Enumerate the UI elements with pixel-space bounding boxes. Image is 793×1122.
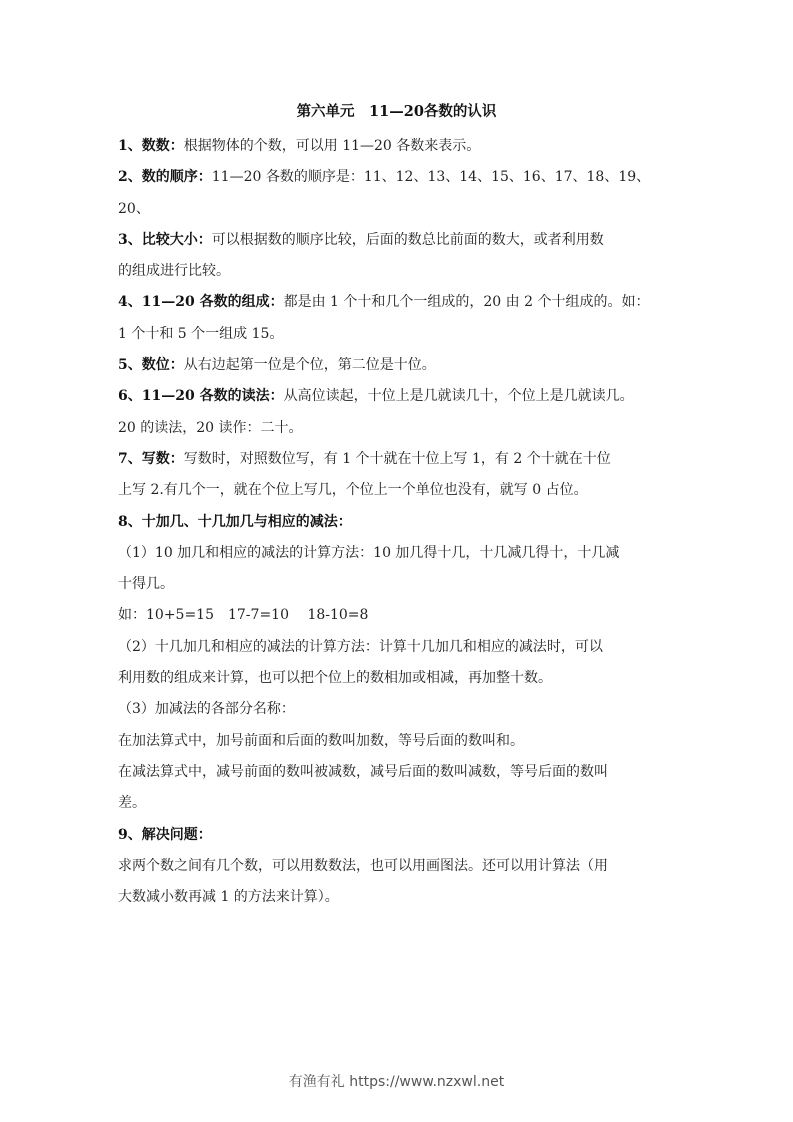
section-text: 从右边起第一位是个位，第二位是十位。 bbox=[183, 357, 436, 374]
section-heading: 1、数数： bbox=[118, 138, 184, 154]
section-text: 写数时，对照数位写，有 1 个十就在十位上写 1，有 2 个十就在十位 bbox=[183, 450, 611, 467]
example-equations: 如：10+5=15 17-7=10 18-10=8 bbox=[118, 607, 369, 624]
section-heading: 6、11—20 各数的读法： bbox=[118, 388, 284, 405]
section-heading: 3、比较大小： bbox=[118, 231, 212, 248]
section-text-line: （2）十几加几和相应的减法的计算方法：计算十几加几和相应的减法时，可以 bbox=[118, 638, 603, 655]
section-heading: 7、写数： bbox=[118, 450, 184, 467]
section-8 bbox=[118, 507, 678, 538]
section-5 bbox=[118, 350, 678, 381]
section-3 bbox=[118, 225, 678, 256]
section-text-line: 差。 bbox=[118, 795, 146, 812]
section-9 bbox=[118, 820, 678, 851]
page-title: 第六单元 11—20各数的认识 bbox=[296, 103, 497, 120]
section-text: 根据物体的个数，可以用 11—20 各数来表示。 bbox=[183, 138, 481, 154]
document-body bbox=[118, 131, 678, 913]
section-heading: 4、11—20 各数的组成： bbox=[118, 294, 284, 311]
footer-watermark: 有渔有礼 https://www.nzxwl.net bbox=[288, 1074, 505, 1090]
section-text-line: 利用数的组成来计算，也可以把个位上的数相加或相减，再加整十数。 bbox=[118, 670, 552, 687]
section-text-line: （1）10 加几和相应的减法的计算方法：10 加几得十几，十几减几得十，十几减 bbox=[118, 544, 620, 561]
section-7 bbox=[118, 444, 678, 475]
section-2 bbox=[118, 162, 678, 193]
section-heading: 2、数的顺序： bbox=[118, 169, 212, 186]
section-text-line: 的组成进行比较。 bbox=[118, 263, 230, 280]
section-text-line: 1 个十和 5 个一组成 15。 bbox=[118, 325, 284, 342]
section-text-line: 十得几。 bbox=[118, 576, 174, 593]
section-text-line: 在减法算式中，减号前面的数叫被减数，减号后面的数叫减数，等号后面的数叫 bbox=[118, 763, 608, 780]
section-text-line: 20 的读法，20 读作：二十。 bbox=[118, 419, 303, 436]
section-1 bbox=[118, 131, 678, 162]
section-text: 都是由 1 个十和几个一组成的，20 由 2 个十组成的。如： bbox=[283, 294, 650, 311]
section-text-line: 上写 2.有几个一，就在个位上写几，个位上一个单位也没有，就写 0 占位。 bbox=[118, 482, 588, 499]
section-text-line: 求两个数之间有几个数，可以用数数法，也可以用画图法。还可以用计算法（用 bbox=[118, 857, 608, 874]
section-text: 11—20 各数的顺序是：11、12、13、14、15、16、17、18、19、 bbox=[211, 169, 651, 186]
section-text-line: （3）加减法的各部分名称： bbox=[118, 701, 295, 718]
section-text-line: 20、 bbox=[118, 200, 150, 217]
section-heading: 8、十加几、十几加几与相应的减法： bbox=[118, 513, 352, 530]
section-text: 可以根据数的顺序比较，后面的数总比前面的数大，或者利用数 bbox=[211, 231, 604, 248]
section-heading: 9、解决问题： bbox=[118, 826, 212, 843]
section-text-line: 大数减小数再减 1 的方法来计算）。 bbox=[118, 889, 339, 906]
section-heading: 5、数位： bbox=[118, 357, 184, 374]
section-text: 从高位读起，十位上是几就读几十，个位上是几就读几。 bbox=[283, 388, 634, 405]
section-text-line: 在加法算式中，加号前面和后面的数叫加数，等号后面的数叫和。 bbox=[118, 732, 524, 749]
section-6 bbox=[118, 381, 678, 412]
section-4 bbox=[118, 287, 678, 318]
